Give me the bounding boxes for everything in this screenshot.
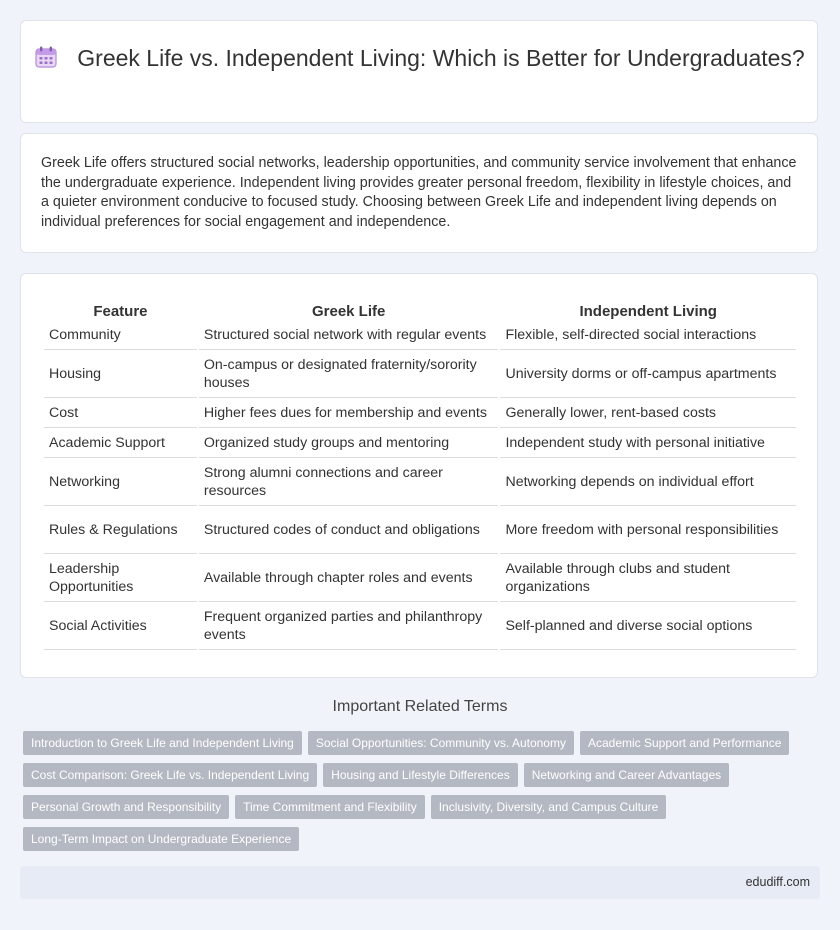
- table-row: [44, 554, 796, 602]
- cell-independent-living: Generally lower, rent-based costs: [500, 398, 796, 428]
- cell-feature: Rules & Regulations: [44, 506, 197, 554]
- cell-independent-living: Available through clubs and student organizations: [500, 554, 796, 602]
- related-term-tag[interactable]: Cost Comparison: Greek Life vs. Independent Living: [23, 763, 317, 787]
- related-term-tag[interactable]: Introduction to Greek Life and Independent Living: [23, 731, 302, 755]
- cell-feature: Community: [44, 320, 197, 350]
- cell-feature: Housing: [44, 350, 197, 398]
- related-term-tag[interactable]: Academic Support and Performance: [580, 731, 789, 755]
- cell-feature: Academic Support: [44, 428, 197, 458]
- cell-greek-life: Frequent organized parties and philanthropy events: [199, 602, 499, 650]
- related-term-tag[interactable]: Long-Term Impact on Undergraduate Experience: [23, 827, 299, 851]
- cell-greek-life: Organized study groups and mentoring: [199, 428, 499, 458]
- related-term-tag[interactable]: Time Commitment and Flexibility: [235, 795, 425, 819]
- cell-greek-life: Structured social network with regular events: [199, 320, 499, 350]
- cell-feature: Cost: [44, 398, 197, 428]
- related-terms-list: [23, 731, 803, 859]
- cell-independent-living: Self-planned and diverse social options: [500, 602, 796, 650]
- footer-bar: [20, 866, 820, 899]
- cell-feature: Leadership Opportunities: [44, 554, 197, 602]
- cell-independent-living: More freedom with personal responsibilities: [500, 506, 796, 554]
- cell-independent-living: Independent study with personal initiative: [500, 428, 796, 458]
- header-independent-living: Independent Living: [579, 303, 717, 320]
- related-terms-title: Important Related Terms: [332, 698, 508, 715]
- table-row: [44, 506, 796, 554]
- table-row: [44, 350, 796, 398]
- page-title-wrap: [21, 43, 817, 73]
- comparison-card: [20, 273, 818, 678]
- cell-greek-life: On-campus or designated fraternity/sorority houses: [199, 350, 499, 398]
- cell-greek-life: Structured codes of conduct and obligations: [199, 506, 499, 554]
- cell-greek-life: Strong alumni connections and career resources: [199, 458, 499, 506]
- page-title: Greek Life vs. Independent Living: Which is Better for Undergraduates?: [77, 45, 805, 71]
- related-term-tag[interactable]: Social Opportunities: Community vs. Autonomy: [308, 731, 574, 755]
- cell-independent-living: Flexible, self-directed social interactions: [500, 320, 796, 350]
- header-feature: Feature: [93, 303, 148, 320]
- table-row: [44, 398, 796, 428]
- table-row: [44, 428, 796, 458]
- intro-text: Greek Life offers structured social networks, leadership opportunities, and community service involvement that enhance the undergraduate experience. Independent living provides greater personal freedom, flexibility in lifestyle choices, and a quieter environment conducive to focused study. Choosing between Greek Life and independent living depends on individual preferences for social engagement and independence.: [41, 155, 797, 230]
- table-row: [44, 602, 796, 650]
- cell-independent-living: University dorms or off-campus apartments: [500, 350, 796, 398]
- cell-feature: Networking: [44, 458, 197, 506]
- table-row: [44, 458, 796, 506]
- calendar-icon: [33, 44, 59, 70]
- intro-card: [20, 133, 818, 253]
- cell-greek-life: Higher fees dues for membership and events: [199, 398, 499, 428]
- footer-brand[interactable]: edudiff.com: [745, 875, 810, 889]
- cell-independent-living: Networking depends on individual effort: [500, 458, 796, 506]
- header-greek-life: Greek Life: [311, 303, 386, 320]
- cell-feature: Social Activities: [44, 602, 197, 650]
- related-term-tag[interactable]: Inclusivity, Diversity, and Campus Culture: [431, 795, 667, 819]
- related-term-tag[interactable]: Housing and Lifestyle Differences: [323, 763, 518, 787]
- table-row: [44, 320, 796, 350]
- related-term-tag[interactable]: Personal Growth and Responsibility: [23, 795, 229, 819]
- comparison-table: [42, 294, 798, 650]
- related-term-tag[interactable]: Networking and Career Advantages: [524, 763, 729, 787]
- header-card: [20, 20, 818, 123]
- cell-greek-life: Available through chapter roles and events: [199, 554, 499, 602]
